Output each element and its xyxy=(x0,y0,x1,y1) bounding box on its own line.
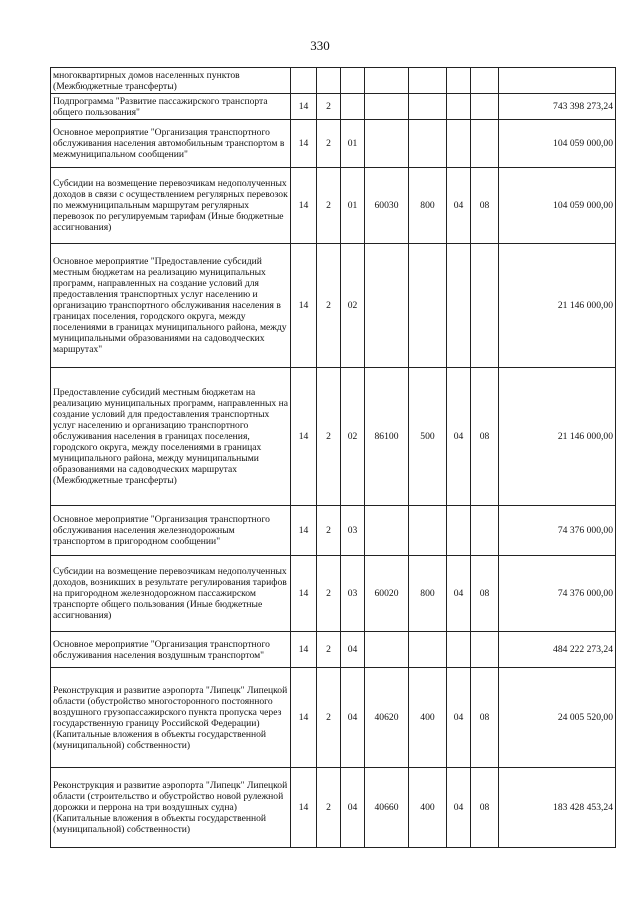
code-subsection xyxy=(471,244,499,368)
code-om xyxy=(341,94,365,120)
table-row xyxy=(51,556,616,632)
code-om: 04 xyxy=(341,632,365,668)
page-number: 330 xyxy=(310,38,330,53)
code-direction: 40660 xyxy=(365,768,409,848)
code-om: 03 xyxy=(341,506,365,556)
row-amount: 183 428 453,24 xyxy=(499,768,616,848)
code-om: 01 xyxy=(341,120,365,168)
code-section: 04 xyxy=(447,556,471,632)
row-amount: 104 059 000,00 xyxy=(499,120,616,168)
code-om xyxy=(341,68,365,94)
code-direction xyxy=(365,632,409,668)
row-description: Основное мероприятие "Организация транспортного обслуживания населения воздушным транспортом" xyxy=(51,632,291,668)
code-subsection xyxy=(471,120,499,168)
code-gp: 14 xyxy=(291,168,317,244)
table-row xyxy=(51,244,616,368)
code-subsection xyxy=(471,506,499,556)
code-expense-type: 800 xyxy=(409,556,447,632)
code-gp: 14 xyxy=(291,120,317,168)
code-gp: 14 xyxy=(291,94,317,120)
code-om: 03 xyxy=(341,556,365,632)
row-description: Основное мероприятие "Организация транспортного обслуживания населения железнодорожным транспортом в пригородном сообщении" xyxy=(51,506,291,556)
code-subsection xyxy=(471,632,499,668)
row-description: Основное мероприятие "Организация транспортного обслуживания населения автомобильным транспортом в межмуниципальном сообщении" xyxy=(51,120,291,168)
row-description: Субсидии на возмещение перевозчикам недополученных доходов в связи с осуществлением регулярных перевозок по межмуниципальным маршрутам регулярных перевозок по регулируемым тарифам (Иные бюджетные ассигнования) xyxy=(51,168,291,244)
code-section xyxy=(447,506,471,556)
code-direction: 60020 xyxy=(365,556,409,632)
table-row xyxy=(51,632,616,668)
row-description: Основное мероприятие "Предоставление субсидий местным бюджетам на реализацию муниципальных программ, направленных на создание условий для предоставления транспортных услуг населению и организацию транспортного обслуживания населения в границах поселения, городского округа, между поселениями в границах муниципального района, между муниципальными образованиями на садоводческих маршрутах" xyxy=(51,244,291,368)
code-expense-type xyxy=(409,120,447,168)
code-expense-type: 800 xyxy=(409,168,447,244)
code-expense-type xyxy=(409,68,447,94)
table-row xyxy=(51,120,616,168)
code-gp: 14 xyxy=(291,368,317,506)
code-subsection: 08 xyxy=(471,556,499,632)
code-pp: 2 xyxy=(317,632,341,668)
code-section xyxy=(447,120,471,168)
row-amount xyxy=(499,68,616,94)
code-pp: 2 xyxy=(317,168,341,244)
code-gp: 14 xyxy=(291,668,317,768)
code-subsection: 08 xyxy=(471,768,499,848)
code-expense-type xyxy=(409,244,447,368)
code-section: 04 xyxy=(447,768,471,848)
code-direction: 86100 xyxy=(365,368,409,506)
code-expense-type xyxy=(409,632,447,668)
code-om: 04 xyxy=(341,668,365,768)
table-row xyxy=(51,668,616,768)
code-expense-type xyxy=(409,94,447,120)
code-expense-type: 500 xyxy=(409,368,447,506)
table-row xyxy=(51,94,616,120)
row-amount: 74 376 000,00 xyxy=(499,506,616,556)
code-direction xyxy=(365,506,409,556)
code-expense-type: 400 xyxy=(409,668,447,768)
row-amount: 104 059 000,00 xyxy=(499,168,616,244)
row-description: Субсидии на возмещение перевозчикам недополученных доходов, возникших в результате регулирования тарифов на пригородном железнодорожном пассажирском транспорте общего пользования (Иные бюджетные ассигнования) xyxy=(51,556,291,632)
code-gp: 14 xyxy=(291,556,317,632)
code-om: 02 xyxy=(341,244,365,368)
code-pp: 2 xyxy=(317,668,341,768)
code-direction xyxy=(365,244,409,368)
code-om: 02 xyxy=(341,368,365,506)
budget-table xyxy=(50,67,616,848)
code-pp xyxy=(317,68,341,94)
table-row xyxy=(51,68,616,94)
code-om: 01 xyxy=(341,168,365,244)
code-section xyxy=(447,94,471,120)
row-amount: 74 376 000,00 xyxy=(499,556,616,632)
code-gp: 14 xyxy=(291,506,317,556)
code-section: 04 xyxy=(447,668,471,768)
code-pp: 2 xyxy=(317,368,341,506)
code-expense-type: 400 xyxy=(409,768,447,848)
code-direction xyxy=(365,120,409,168)
code-section xyxy=(447,68,471,94)
row-description: Реконструкция и развитие аэропорта "Липецк" Липецкой области (обустройство многосторонного постоянного воздушного грузопассажирского пункта пропуска через государственную границу Российской Федерации) (Капитальные вложения в объекты государственной (муниципальной) собственности) xyxy=(51,668,291,768)
row-amount: 21 146 000,00 xyxy=(499,244,616,368)
code-gp: 14 xyxy=(291,768,317,848)
code-subsection: 08 xyxy=(471,668,499,768)
code-section xyxy=(447,244,471,368)
code-gp: 14 xyxy=(291,244,317,368)
code-direction xyxy=(365,68,409,94)
row-description: Предоставление субсидий местным бюджетам на реализацию муниципальных программ, направленных на создание условий для предоставления транспортных услуг населению и организацию транспортного обслуживания населения в границах поселения, городского округа, между поселениями в границах муниципального района, между муниципальными образованиями на садоводческих маршрутах (Межбюджетные трансферты) xyxy=(51,368,291,506)
code-pp: 2 xyxy=(317,768,341,848)
code-section xyxy=(447,632,471,668)
code-pp: 2 xyxy=(317,556,341,632)
code-direction: 40620 xyxy=(365,668,409,768)
code-subsection: 08 xyxy=(471,368,499,506)
code-expense-type xyxy=(409,506,447,556)
code-direction xyxy=(365,94,409,120)
row-amount: 24 005 520,00 xyxy=(499,668,616,768)
code-pp: 2 xyxy=(317,244,341,368)
code-section: 04 xyxy=(447,368,471,506)
code-pp: 2 xyxy=(317,120,341,168)
code-om: 04 xyxy=(341,768,365,848)
code-subsection xyxy=(471,68,499,94)
row-description: Реконструкция и развитие аэропорта "Липецк" Липецкой области (строительство и обустройство новой рулежной дорожки и перрона на три воздушных судна) (Капитальные вложения в объекты государственной (муниципальной) собственности) xyxy=(51,768,291,848)
code-gp: 14 xyxy=(291,632,317,668)
row-amount: 743 398 273,24 xyxy=(499,94,616,120)
row-amount: 484 222 273,24 xyxy=(499,632,616,668)
code-subsection: 08 xyxy=(471,168,499,244)
code-pp: 2 xyxy=(317,506,341,556)
table-row xyxy=(51,168,616,244)
code-pp: 2 xyxy=(317,94,341,120)
code-gp xyxy=(291,68,317,94)
table-row xyxy=(51,506,616,556)
code-direction: 60030 xyxy=(365,168,409,244)
table-row xyxy=(51,768,616,848)
table-row xyxy=(51,368,616,506)
code-section: 04 xyxy=(447,168,471,244)
row-amount: 21 146 000,00 xyxy=(499,368,616,506)
row-description: Подпрограмма "Развитие пассажирского транспорта общего пользования" xyxy=(51,94,291,120)
row-description: многоквартирных домов населенных пунктов (Межбюджетные трансферты) xyxy=(51,68,291,94)
code-subsection xyxy=(471,94,499,120)
